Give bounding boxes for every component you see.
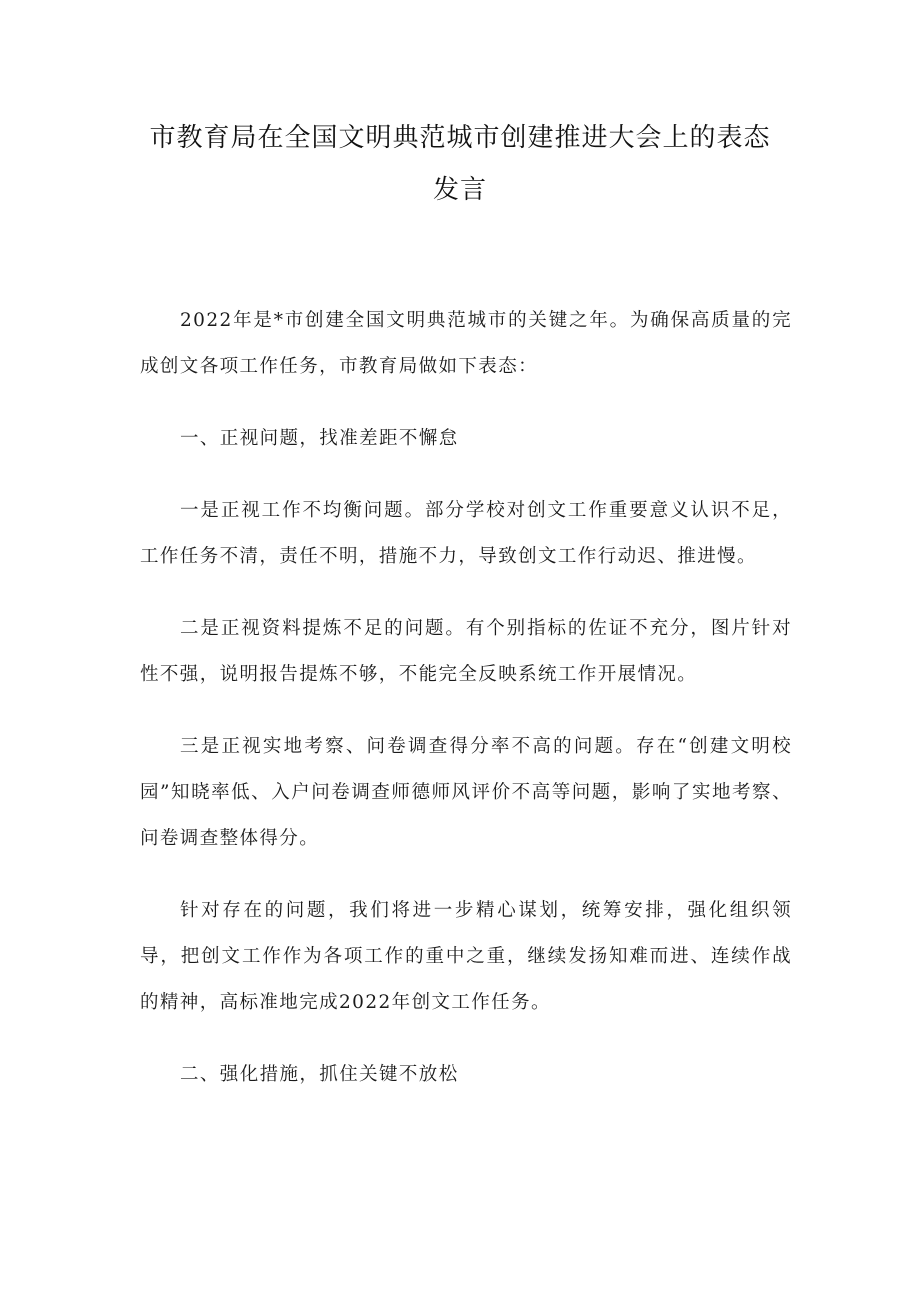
- paragraph-point-3: 三是正视实地考察、问卷调查得分率不高的问题。存在“创建文明校园”知晓率低、入户问卷调查师德师风评价不高等问题，影响了实地考察、问卷调查整体得分。: [140, 736, 792, 849]
- paragraph-point-2: 二是正视资料提炼不足的问题。有个别指标的佐证不充分，图片针对性不强，说明报告提炼不够，不能完全反映系统工作开展情况。: [140, 618, 792, 685]
- document-body: [140, 298, 792, 1124]
- section-heading-1: 一、正视问题，找准差距不懈怠: [180, 428, 459, 449]
- title-line-2: 发言: [432, 175, 487, 205]
- paragraph-summary: 针对存在的问题，我们将进一步精心谋划，统筹安排，强化组织领导，把创文工作作为各项工作的重中之重，继续发扬知难而进、连续作战的精神，高标准地完成2022年创文工作任务。: [140, 900, 792, 1013]
- section-heading-2: 二、强化措施，抓住关键不放松: [180, 1064, 459, 1085]
- paragraph-point-1: 一是正视工作不均衡问题。部分学校对创文工作重要意义认识不足，工作任务不清，责任不明，措施不力，导致创文工作行动迟、推进慢。: [140, 500, 792, 567]
- paragraph-intro: 2022年是*市创建全国文明典范城市的关键之年。为确保高质量的完成创文各项工作任务，市教育局做如下表态：: [140, 310, 792, 377]
- document-title: [130, 112, 790, 216]
- title-line-1: 市教育局在全国文明典范城市创建推进大会上的表态: [149, 123, 771, 153]
